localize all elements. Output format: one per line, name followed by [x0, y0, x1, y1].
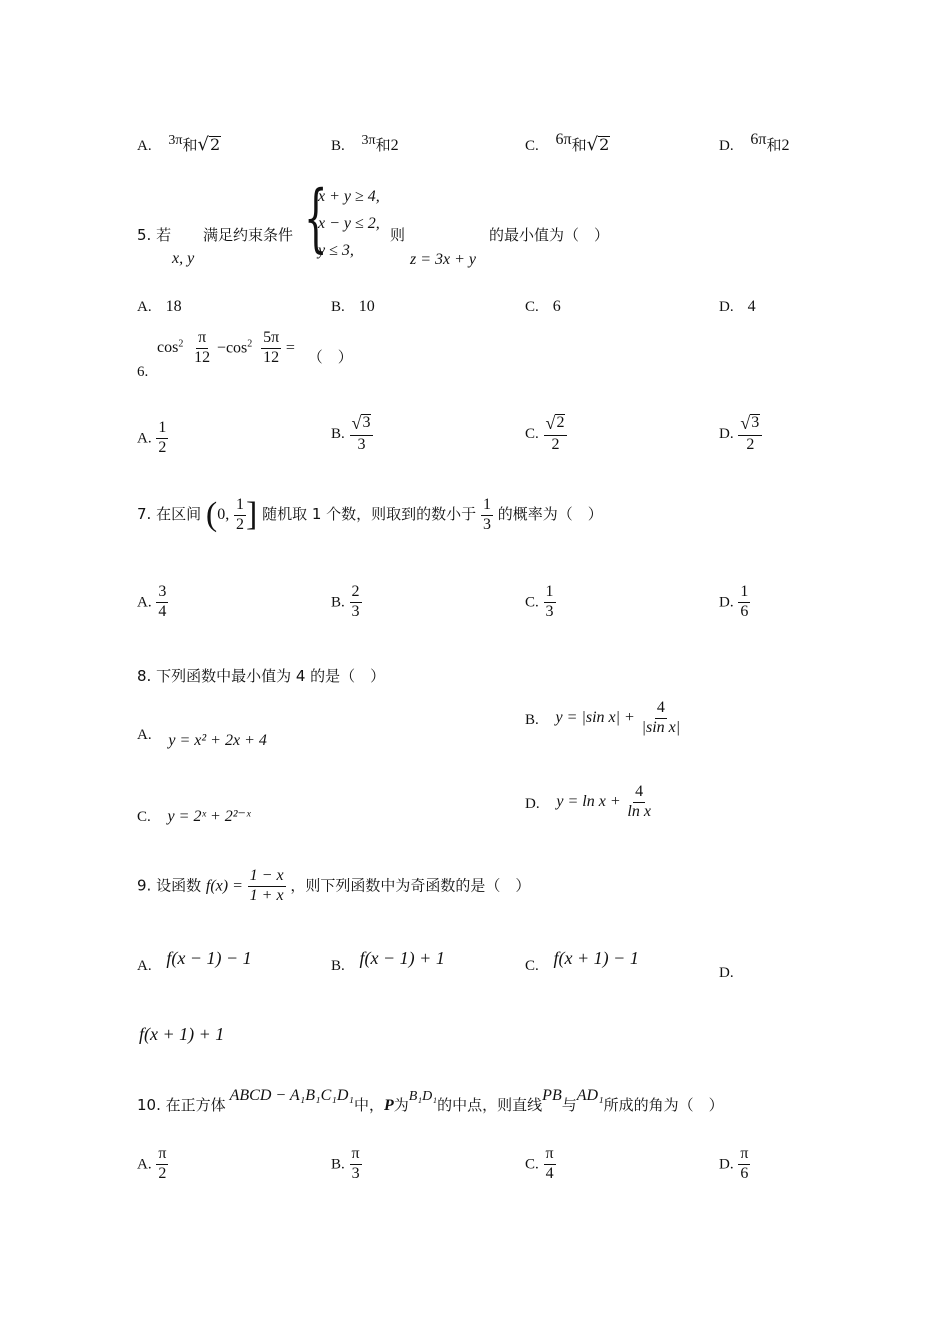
q8-option-a: A. y = x² + 2x + 4 [137, 727, 267, 749]
q6-option-c: C. √ 2 2 [525, 414, 567, 454]
q4-option-a: A. 3π和 √ 2 [137, 133, 221, 155]
q8-option-d: D. y = ln x + $\frac{4}{\text{ln x}}$ [525, 783, 651, 820]
q10-option-a: A. $\frac{\pi}{2}$ [137, 1145, 167, 1182]
sqrt-2: √ 2 [197, 134, 221, 155]
q5-brace: { [304, 175, 328, 261]
q9-option-d: D. [719, 965, 734, 981]
q6-option-d: D. √ 3 2 [719, 414, 762, 454]
q5-constraints: x + y ≥ 4, x − y ≤ 2, y ≤ 3, [318, 188, 380, 259]
q5-option-d: D. 4 [719, 298, 756, 315]
q6-option-b: B. √ 3 3 [331, 414, 373, 454]
q5-text2: 则 [390, 226, 406, 244]
q10-option-c: C. $\frac{\pi}{4}$ [525, 1145, 554, 1182]
q7-option-c: C. $\frac{1}{3}$ [525, 583, 554, 620]
q7-option-a: A. $\frac{3}{4}$ [137, 583, 167, 620]
q9-question: 9. 设函数 f(x) = $\frac{1 - x}{1 + x}$ ，则下列函数中为奇函数的是（ ） [137, 867, 531, 904]
q8-option-b: B. y = |sin x| + $\frac{4}{\text{|sin x|}}$ [525, 699, 681, 736]
q8-option-c: C. y = 2ˣ + 2²⁻ˣ [137, 808, 251, 825]
sqrt-2: √ 2 [586, 134, 610, 155]
q10-question: 10. 在正方体ABCD − A₁B₁C₁D₁中，P为B₁D₁的中点，则直线PB与AD₁所成的角为（ ） [137, 1087, 724, 1114]
q5-number: 5. 若 [137, 226, 172, 244]
q5-vars: x, y [172, 250, 195, 267]
q5-option-a: A. 18 [137, 298, 182, 315]
q8-question: 8. 下列函数中最小值为 4 的是（ ） [137, 667, 386, 685]
q7-option-b: B. $\frac{2}{3}$ [331, 583, 360, 620]
q4-option-d: D. 6π和2 [719, 131, 790, 154]
q9-option-b: B. f(x − 1) + 1 [331, 948, 445, 974]
q7-question: 7. 在区间 (0, $\frac{1}{2}$ ] 随机取 1 个数，则取到的数小于 $\frac{1}{3}$ 的概率为（ ） [137, 495, 603, 533]
q5-option-b: B. 10 [331, 298, 375, 315]
q9-option-c: C. f(x + 1) − 1 [525, 948, 639, 974]
q5-text3: 的最小值为（ ） [489, 226, 610, 244]
q5-option-c: C. 6 [525, 298, 561, 315]
q5-text1: 满足约束条件 [203, 226, 294, 244]
q10-option-b: B. $\frac{\pi}{3}$ [331, 1145, 360, 1182]
q6-question: 6. $\cos^2$ $\frac{\pi}{12}$ $-\cos^2$ $\frac{5\pi}{12}$ = （ ） [137, 329, 353, 381]
q5-objective: z = 3x + y [410, 251, 477, 268]
q7-option-d: D. $\frac{1}{6}$ [719, 583, 749, 620]
q4-option-c: C. 6π和 √ 2 [525, 131, 610, 155]
q4-option-b: B. 3π和2 [331, 133, 399, 154]
q10-option-d: D. $\frac{\pi}{6}$ [719, 1145, 749, 1182]
q6-option-a: A. $\frac{1}{2}$ [137, 419, 167, 456]
q9-option-d-expr: f(x + 1) + 1 [139, 1024, 225, 1044]
q9-option-a: A. f(x − 1) − 1 [137, 948, 252, 974]
